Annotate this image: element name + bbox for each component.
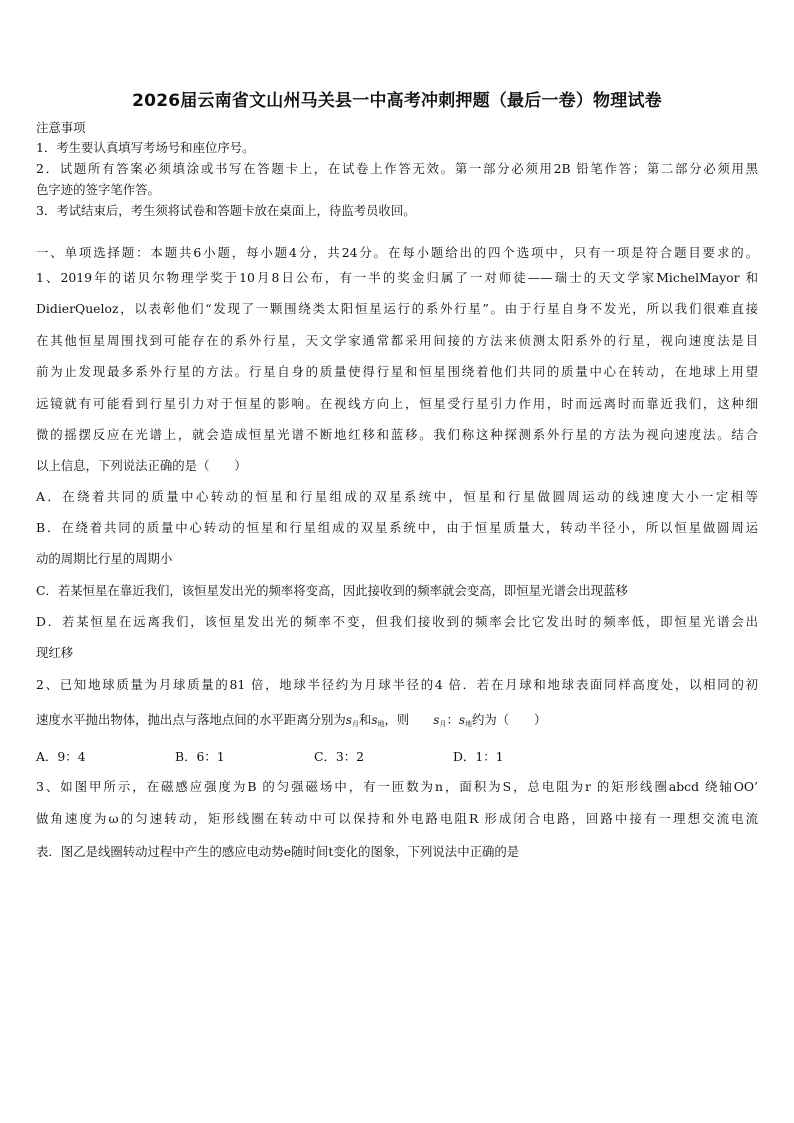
notice-item: 2．试题所有答案必须填涂或书写在答题卡上，在试卷上作答无效。第一部分必须用2B 铅笔作答；第二部分必须用黑 bbox=[36, 161, 758, 176]
q1-text-line: 前为止发现最多系外行星的方法。行星自身的质量使得行星和恒星围绕着他们共同的质量中心在转动，在地球上用望 bbox=[36, 364, 758, 379]
notice-item: 3．考试结束后，考生须将试卷和答题卡放在桌面上，待监考员收回。 bbox=[36, 203, 416, 218]
page-title: 2026届云南省文山州马关县一中高考冲刺押题（最后一卷）物理试卷 bbox=[132, 91, 662, 111]
s-earth-symbol: $s_地$ bbox=[458, 713, 473, 728]
q1-option-d-cont: 现红移 bbox=[36, 645, 74, 660]
ratio-colon: ： bbox=[446, 712, 459, 727]
notice-heading: 注意事项 bbox=[36, 120, 86, 135]
q1-option-b-cont: 动的周期比行星的周期小 bbox=[36, 551, 173, 566]
s-moon-symbol: $s_月$ bbox=[433, 713, 447, 728]
q1-text-line: DidierQueloz，以表彰他们“发现了一颗围绕类太阳恒星运行的系外行星”。由于行星自身不发光，所以我们很难直接 bbox=[36, 301, 758, 316]
q1-text-line: 1、2019年的诺贝尔物理学奖于10月8日公布，有一半的奖金归属了一对师徒——瑞士的天文学家MichelMayor 和 bbox=[36, 270, 758, 285]
q1-option-a: A．在绕着共同的质量中心转动的恒星和行星组成的双星系统中，恒星和行星做圆周运动的线速度大小一定相等 bbox=[36, 489, 758, 504]
q2-text-line: 2、已知地球质量为月球质量的81 倍，地球半径约为月球半径的4 倍．若在月球和地球表面同样高度处，以相同的初 bbox=[36, 677, 758, 692]
notice-item: 1．考生要认真填写考场号和座位序号。 bbox=[36, 140, 255, 155]
q3-text-line: 表．图乙是线圈转动过程中产生的感应电动势e随时间t变化的图象，下列说法中正确的是 bbox=[36, 844, 520, 859]
q1-option-d: D．若某恒星在远离我们，该恒星发出光的频率不变，但我们接收到的频率会比它发出时的频率低，即恒星光谱会出 bbox=[36, 614, 758, 629]
q1-text-line: 远镜就有可能看到行星引力对于恒星的影响。在视线方向上，恒星受行星引力作用，时而远离时而靠近我们，这种细 bbox=[36, 396, 758, 411]
q2-option-c: C．3：2 bbox=[314, 749, 365, 764]
q2-text-line-2 bbox=[36, 710, 758, 734]
q2-option-b: B．6：1 bbox=[175, 749, 225, 764]
notice-item: 色字迹的签字笔作答。 bbox=[36, 182, 160, 197]
q1-text-line: 在其他恒星周围找到可能存在的系外行星，天文学家通常都采用间接的方法来侦测太阳系外的行星，视向速度法是目 bbox=[36, 333, 758, 348]
q2-text-b: ，则 bbox=[384, 712, 410, 727]
q1-text-line: 微的摇摆反应在光谱上，就会造成恒星光谱不断地红移和蓝移。我们称这种探测系外行星的方法为视向速度法。结合 bbox=[36, 427, 758, 442]
q3-text-line: 3、如图甲所示，在磁感应强度为B 的匀强磁场中，有一匝数为n，面积为S，总电阻为r 的矩形线圈abcd 绕轴OO’ bbox=[36, 779, 758, 794]
q1-text-line: 以上信息，下列说法正确的是（ ） bbox=[36, 458, 247, 473]
q2-option-a: A．9：4 bbox=[36, 749, 86, 764]
s-earth-symbol: $s_地$ bbox=[371, 713, 385, 728]
q2-and: 和 bbox=[358, 712, 372, 727]
q1-option-b: B．在绕着共同的质量中心转动的恒星和行星组成的双星系统中，由于恒星质量大，转动半径小，所以恒星做圆周运 bbox=[36, 520, 758, 535]
q2-option-d: D．1：1 bbox=[453, 749, 504, 764]
s-moon-symbol: $s_月$ bbox=[345, 713, 359, 728]
q2-text-a: 速度水平抛出物体，抛出点与落地点间的水平距离分别为 bbox=[36, 712, 346, 727]
q2-text-c: 约为（ ） bbox=[472, 712, 547, 727]
q3-text-line: 做角速度为ω的匀速转动，矩形线圈在转动中可以保持和外电路电阻R 形成闭合电路，回路中接有一理想交流电流 bbox=[36, 811, 758, 826]
q1-option-c: C．若某恒星在靠近我们，该恒星发出光的频率将变高，因此接收到的频率就会变高，即恒星光谱会出现蓝移 bbox=[36, 583, 628, 598]
section-heading: 一、单项选择题：本题共6小题，每小题4分，共24分。在每小题给出的四个选项中，只有一项是符合题目要求的。 bbox=[36, 245, 758, 260]
